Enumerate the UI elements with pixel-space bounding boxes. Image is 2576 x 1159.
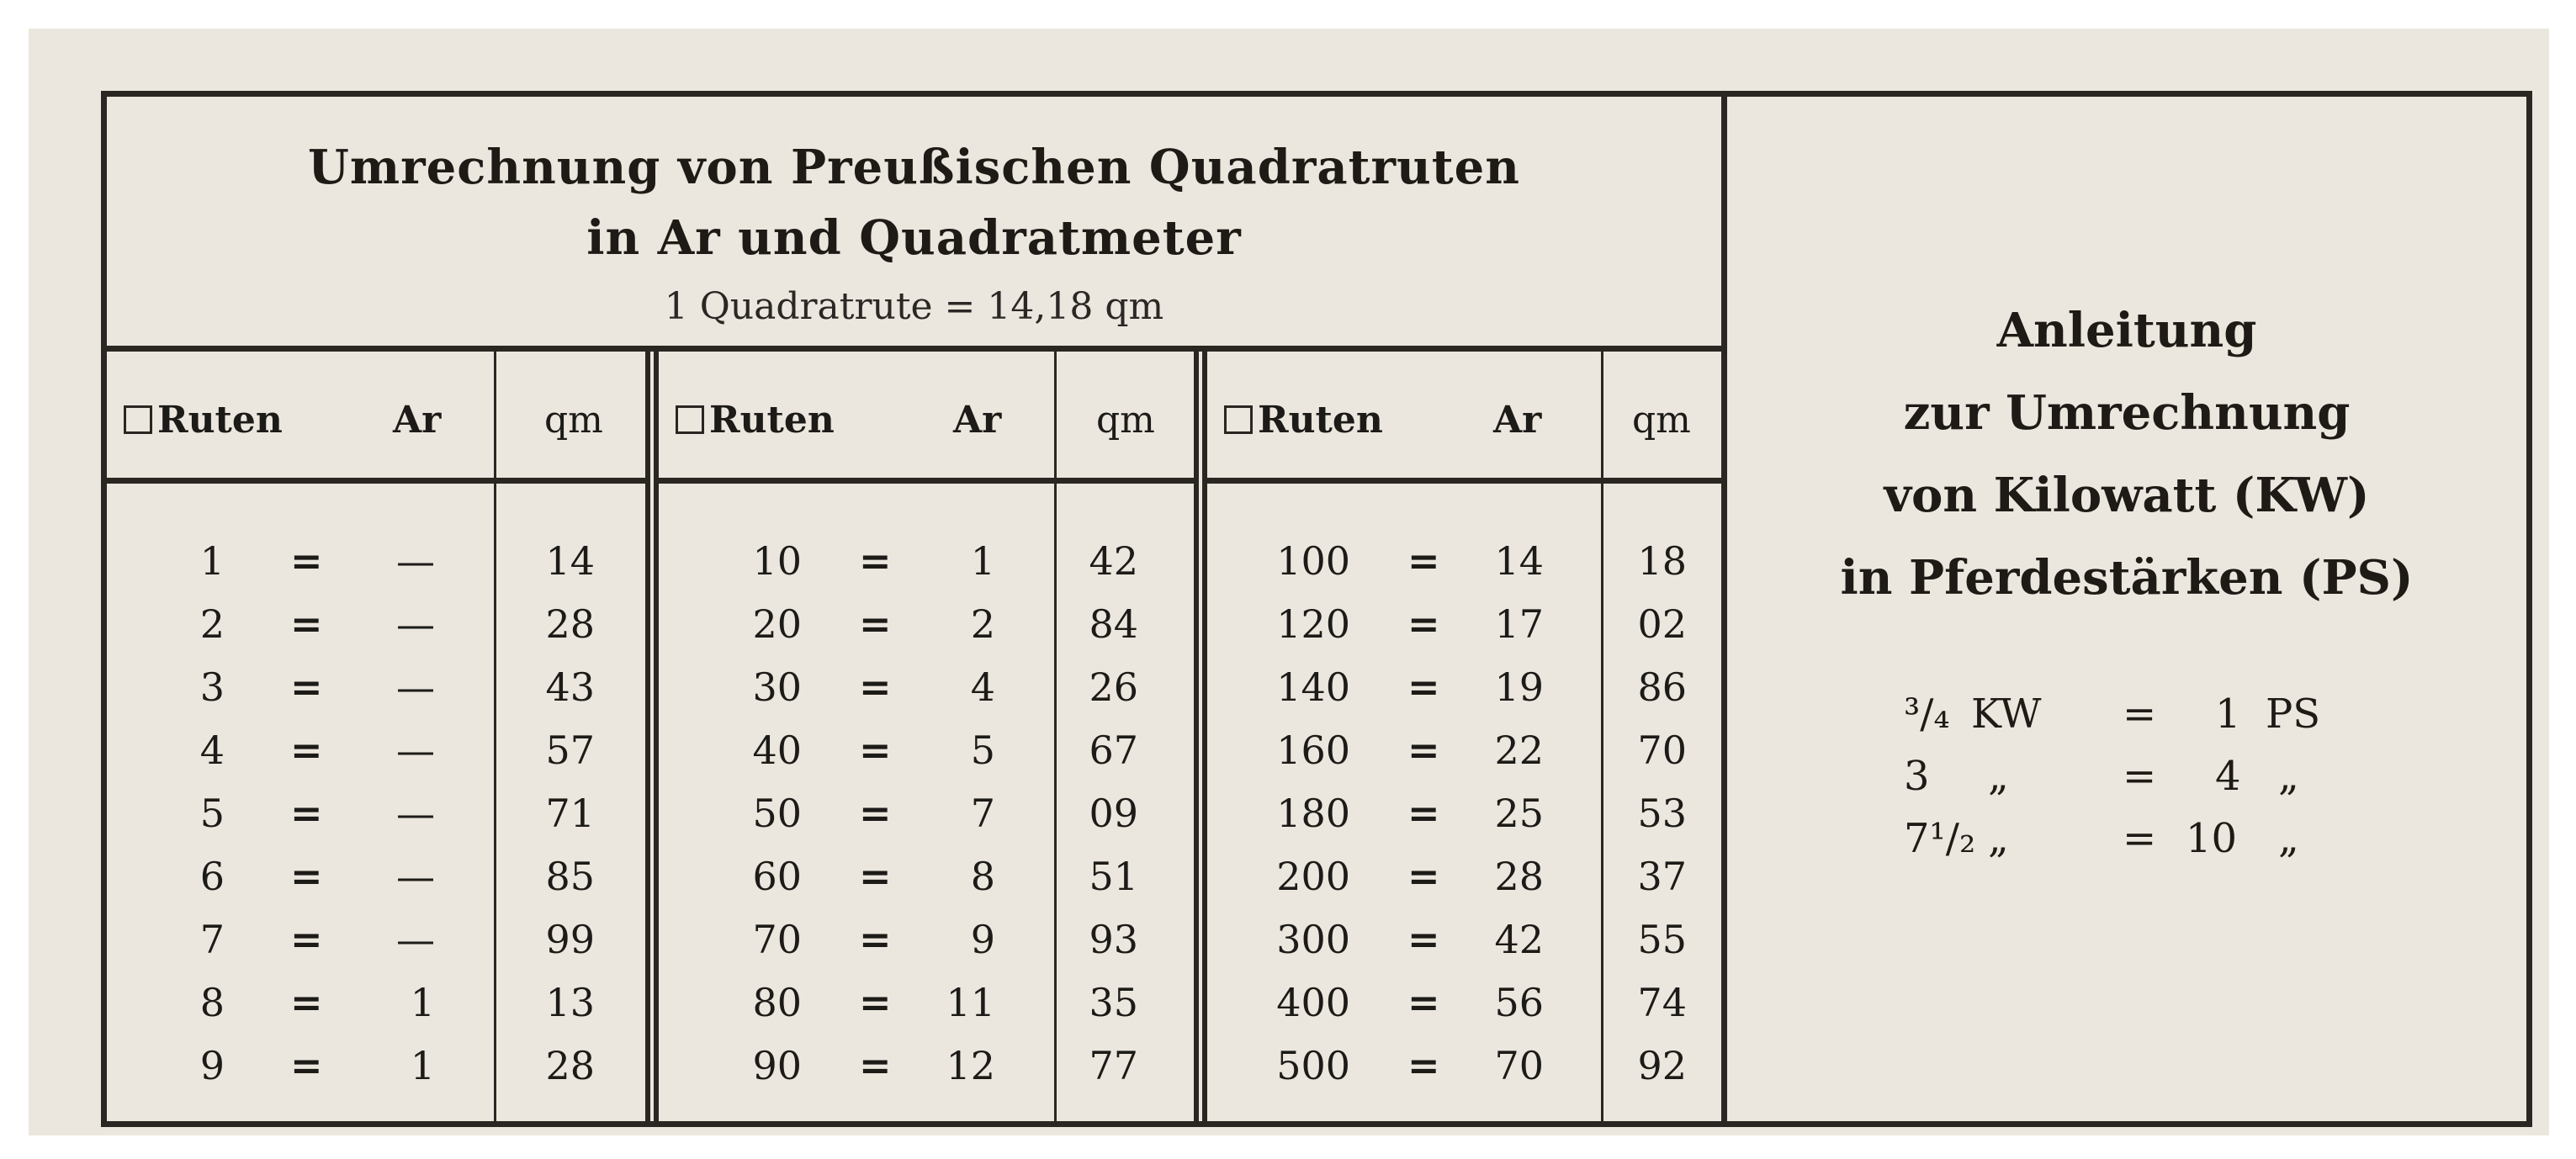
table-row: [107, 854, 645, 908]
ar-value: 2: [970, 601, 995, 647]
table-row: [107, 664, 645, 718]
ruten-value: 300: [1276, 917, 1350, 962]
qm-value: 28: [545, 1043, 595, 1088]
ruten-value: 500: [1276, 1043, 1350, 1088]
table-row: [1207, 728, 1721, 781]
kw-value: 7¹/₂: [1904, 815, 1976, 862]
table-row: [659, 980, 1194, 1034]
ruten-value: 90: [752, 1043, 802, 1088]
ruten-value: 5: [199, 791, 225, 836]
equals-sign: =: [859, 538, 892, 584]
paper-sheet: [29, 29, 2549, 1135]
ar-value: —: [396, 728, 435, 773]
qm-value: 93: [1089, 917, 1138, 962]
ar-value: 12: [946, 1043, 995, 1088]
table-block-1: [107, 352, 645, 1121]
kw-unit: „: [1988, 815, 2009, 862]
table-row: [1207, 980, 1721, 1034]
qm-value: 26: [1089, 664, 1138, 710]
column-ruten: Ruten: [124, 402, 283, 439]
ar-value: —: [396, 854, 435, 899]
ruten-value: 9: [199, 1043, 225, 1088]
column-ar: Ar: [393, 399, 442, 442]
equals-sign: =: [859, 854, 892, 899]
equals-sign: =: [859, 664, 892, 710]
table-row: [107, 917, 645, 971]
double-divider: [645, 352, 659, 1121]
equals-sign: =: [859, 791, 892, 836]
ar-value: 5: [970, 728, 995, 773]
column-ruten: Ruten: [1224, 402, 1383, 439]
qm-value: 84: [1089, 601, 1138, 647]
ar-value: 17: [1494, 601, 1544, 647]
ruten-value: 70: [752, 917, 802, 962]
ruten-value: 20: [752, 601, 802, 647]
ar-value: 1: [410, 980, 435, 1025]
equals-sign: =: [290, 601, 323, 647]
ar-value: 1: [410, 1043, 435, 1088]
ruten-value: 10: [752, 538, 802, 584]
table-row: [659, 791, 1194, 844]
ruten-value: 200: [1276, 854, 1350, 899]
side-title-line-3: von Kilowatt (KW): [1884, 468, 2370, 523]
column-ar: Ar: [1493, 399, 1542, 442]
ruten-value: 100: [1276, 538, 1350, 584]
qm-value: 67: [1089, 728, 1138, 773]
qm-value: 43: [545, 664, 595, 710]
table-row: [659, 538, 1194, 592]
column-qm: qm: [1632, 399, 1691, 442]
column-header: [107, 352, 645, 484]
equals-sign: =: [290, 917, 323, 962]
equals-sign: =: [290, 854, 323, 899]
ps-value: 4: [2215, 753, 2241, 800]
table-row: [659, 854, 1194, 908]
equals-sign: =: [859, 601, 892, 647]
qm-value: 71: [545, 791, 595, 836]
side-title-line-4: in Pferdestärken (PS): [1840, 550, 2414, 606]
equals-sign: =: [1407, 601, 1440, 647]
column-qm: qm: [544, 399, 603, 442]
ruten-value: 1: [199, 538, 225, 584]
ar-value: 28: [1494, 854, 1544, 899]
table-row: [107, 728, 645, 781]
qm-value: 42: [1089, 538, 1138, 584]
kw-unit: KW: [1971, 691, 2042, 738]
ruten-value: 40: [752, 728, 802, 773]
table-row: [659, 601, 1194, 655]
square-icon: [676, 405, 704, 434]
side-title-line-2: zur Umrechnung: [1903, 385, 2351, 441]
ruten-value: 60: [752, 854, 802, 899]
ar-value: 19: [1494, 664, 1544, 710]
ruten-value: 80: [752, 980, 802, 1025]
double-divider: [1194, 352, 1207, 1121]
ruten-value: 3: [199, 664, 225, 710]
qm-value: 35: [1089, 980, 1138, 1025]
table-row: [1207, 917, 1721, 971]
equals-sign: =: [290, 1043, 323, 1088]
ar-value: —: [396, 917, 435, 962]
ruten-value: 50: [752, 791, 802, 836]
ar-value: —: [396, 601, 435, 647]
ar-value: 25: [1494, 791, 1544, 836]
ar-value: —: [396, 664, 435, 710]
ar-value: 14: [1494, 538, 1544, 584]
qm-value: 77: [1089, 1043, 1138, 1088]
qm-value: 74: [1637, 980, 1687, 1025]
qm-value: 28: [545, 601, 595, 647]
ar-value: 8: [970, 854, 995, 899]
table-row: [107, 980, 645, 1034]
column-ruten: Ruten: [676, 402, 835, 439]
ar-value: 9: [970, 917, 995, 962]
ruten-value: 6: [199, 854, 225, 899]
ar-value: 1: [970, 538, 995, 584]
table-row: [659, 1043, 1194, 1097]
qm-value: 55: [1637, 917, 1687, 962]
table-row: [659, 728, 1194, 781]
table-frame: [101, 91, 2532, 1127]
qm-value: 09: [1089, 791, 1138, 836]
qm-value: 92: [1637, 1043, 1687, 1088]
equals-sign: =: [290, 728, 323, 773]
ruten-value: 7: [199, 917, 225, 962]
equals-sign: =: [1407, 791, 1440, 836]
equals-sign: =: [859, 980, 892, 1025]
equals-sign: =: [1407, 1043, 1440, 1088]
table-block-2: [659, 352, 1194, 1121]
table-row: [659, 917, 1194, 971]
equals-sign: =: [290, 664, 323, 710]
ruten-value: 2: [199, 601, 225, 647]
equals-sign: =: [2123, 815, 2157, 862]
ruten-value: 8: [199, 980, 225, 1025]
equals-sign: =: [290, 791, 323, 836]
table-header: [107, 97, 1727, 346]
qm-value: 18: [1637, 538, 1687, 584]
title-line-2: in Ar und Quadratmeter: [586, 210, 1242, 266]
ruten-value: 160: [1276, 728, 1350, 773]
equals-sign: =: [2123, 753, 2157, 800]
ps-unit: „: [2278, 815, 2299, 862]
ruten-value: 30: [752, 664, 802, 710]
square-icon: [124, 405, 152, 434]
equals-sign: =: [859, 917, 892, 962]
ar-value: —: [396, 791, 435, 836]
side-title-line-1: Anleitung: [1996, 303, 2257, 358]
conversion-table: [107, 346, 1727, 1121]
column-qm: qm: [1096, 399, 1155, 442]
ar-value: 56: [1494, 980, 1544, 1025]
kw-unit: „: [1988, 753, 2009, 800]
ar-value: 22: [1494, 728, 1544, 773]
equals-sign: =: [1407, 538, 1440, 584]
column-header: [659, 352, 1194, 484]
qm-value: 70: [1637, 728, 1687, 773]
equals-sign: =: [1407, 917, 1440, 962]
equals-sign: =: [1407, 664, 1440, 710]
qm-value: 86: [1637, 664, 1687, 710]
table-row: [107, 1043, 645, 1097]
ruten-value: 120: [1276, 601, 1350, 647]
ar-value: 42: [1494, 917, 1544, 962]
equals-sign: =: [290, 980, 323, 1025]
column-header: [1207, 352, 1721, 484]
ar-value: 70: [1494, 1043, 1544, 1088]
ruten-value: 400: [1276, 980, 1350, 1025]
square-icon: [1224, 405, 1253, 434]
table-row: [107, 791, 645, 844]
qm-value: 13: [545, 980, 595, 1025]
table-row: [659, 664, 1194, 718]
ar-value: 4: [970, 664, 995, 710]
column-ar: Ar: [953, 399, 1002, 442]
ar-value: 7: [970, 791, 995, 836]
ps-unit: PS: [2266, 691, 2321, 738]
qm-value: 57: [545, 728, 595, 773]
equals-sign: =: [859, 1043, 892, 1088]
subtitle: 1 Quadratrute = 14,18 qm: [664, 285, 1164, 328]
equals-sign: =: [290, 538, 323, 584]
ps-value: 10: [2186, 815, 2238, 862]
table-row: [1207, 601, 1721, 655]
table-row: [1207, 664, 1721, 718]
qm-value: 53: [1637, 791, 1687, 836]
qm-value: 02: [1637, 601, 1687, 647]
qm-value: 99: [545, 917, 595, 962]
equals-sign: =: [859, 728, 892, 773]
table-row: [107, 538, 645, 592]
qm-value: 51: [1089, 854, 1138, 899]
ruten-value: 4: [199, 728, 225, 773]
instruction-panel: [1727, 97, 2526, 1121]
ar-value: —: [396, 538, 435, 584]
table-row: [1207, 538, 1721, 592]
ruten-value: 180: [1276, 791, 1350, 836]
qm-value: 85: [545, 854, 595, 899]
table-row: [107, 601, 645, 655]
ar-value: 11: [946, 980, 995, 1025]
ps-value: 1: [2215, 691, 2241, 738]
title-line-1: Umrechnung von Preußischen Quadratruten: [308, 140, 1520, 195]
qm-value: 37: [1637, 854, 1687, 899]
equals-sign: =: [1407, 854, 1440, 899]
equals-sign: =: [1407, 728, 1440, 773]
qm-value: 14: [545, 538, 595, 584]
kw-value: 3: [1904, 753, 1930, 800]
ps-unit: „: [2278, 753, 2299, 800]
equals-sign: =: [1407, 980, 1440, 1025]
ruten-value: 140: [1276, 664, 1350, 710]
table-row: [1207, 1043, 1721, 1097]
table-block-3: [1207, 352, 1721, 1121]
table-row: [1207, 791, 1721, 844]
equals-sign: =: [2123, 691, 2157, 738]
table-row: [1207, 854, 1721, 908]
kw-value: ³/₄: [1904, 691, 1950, 738]
